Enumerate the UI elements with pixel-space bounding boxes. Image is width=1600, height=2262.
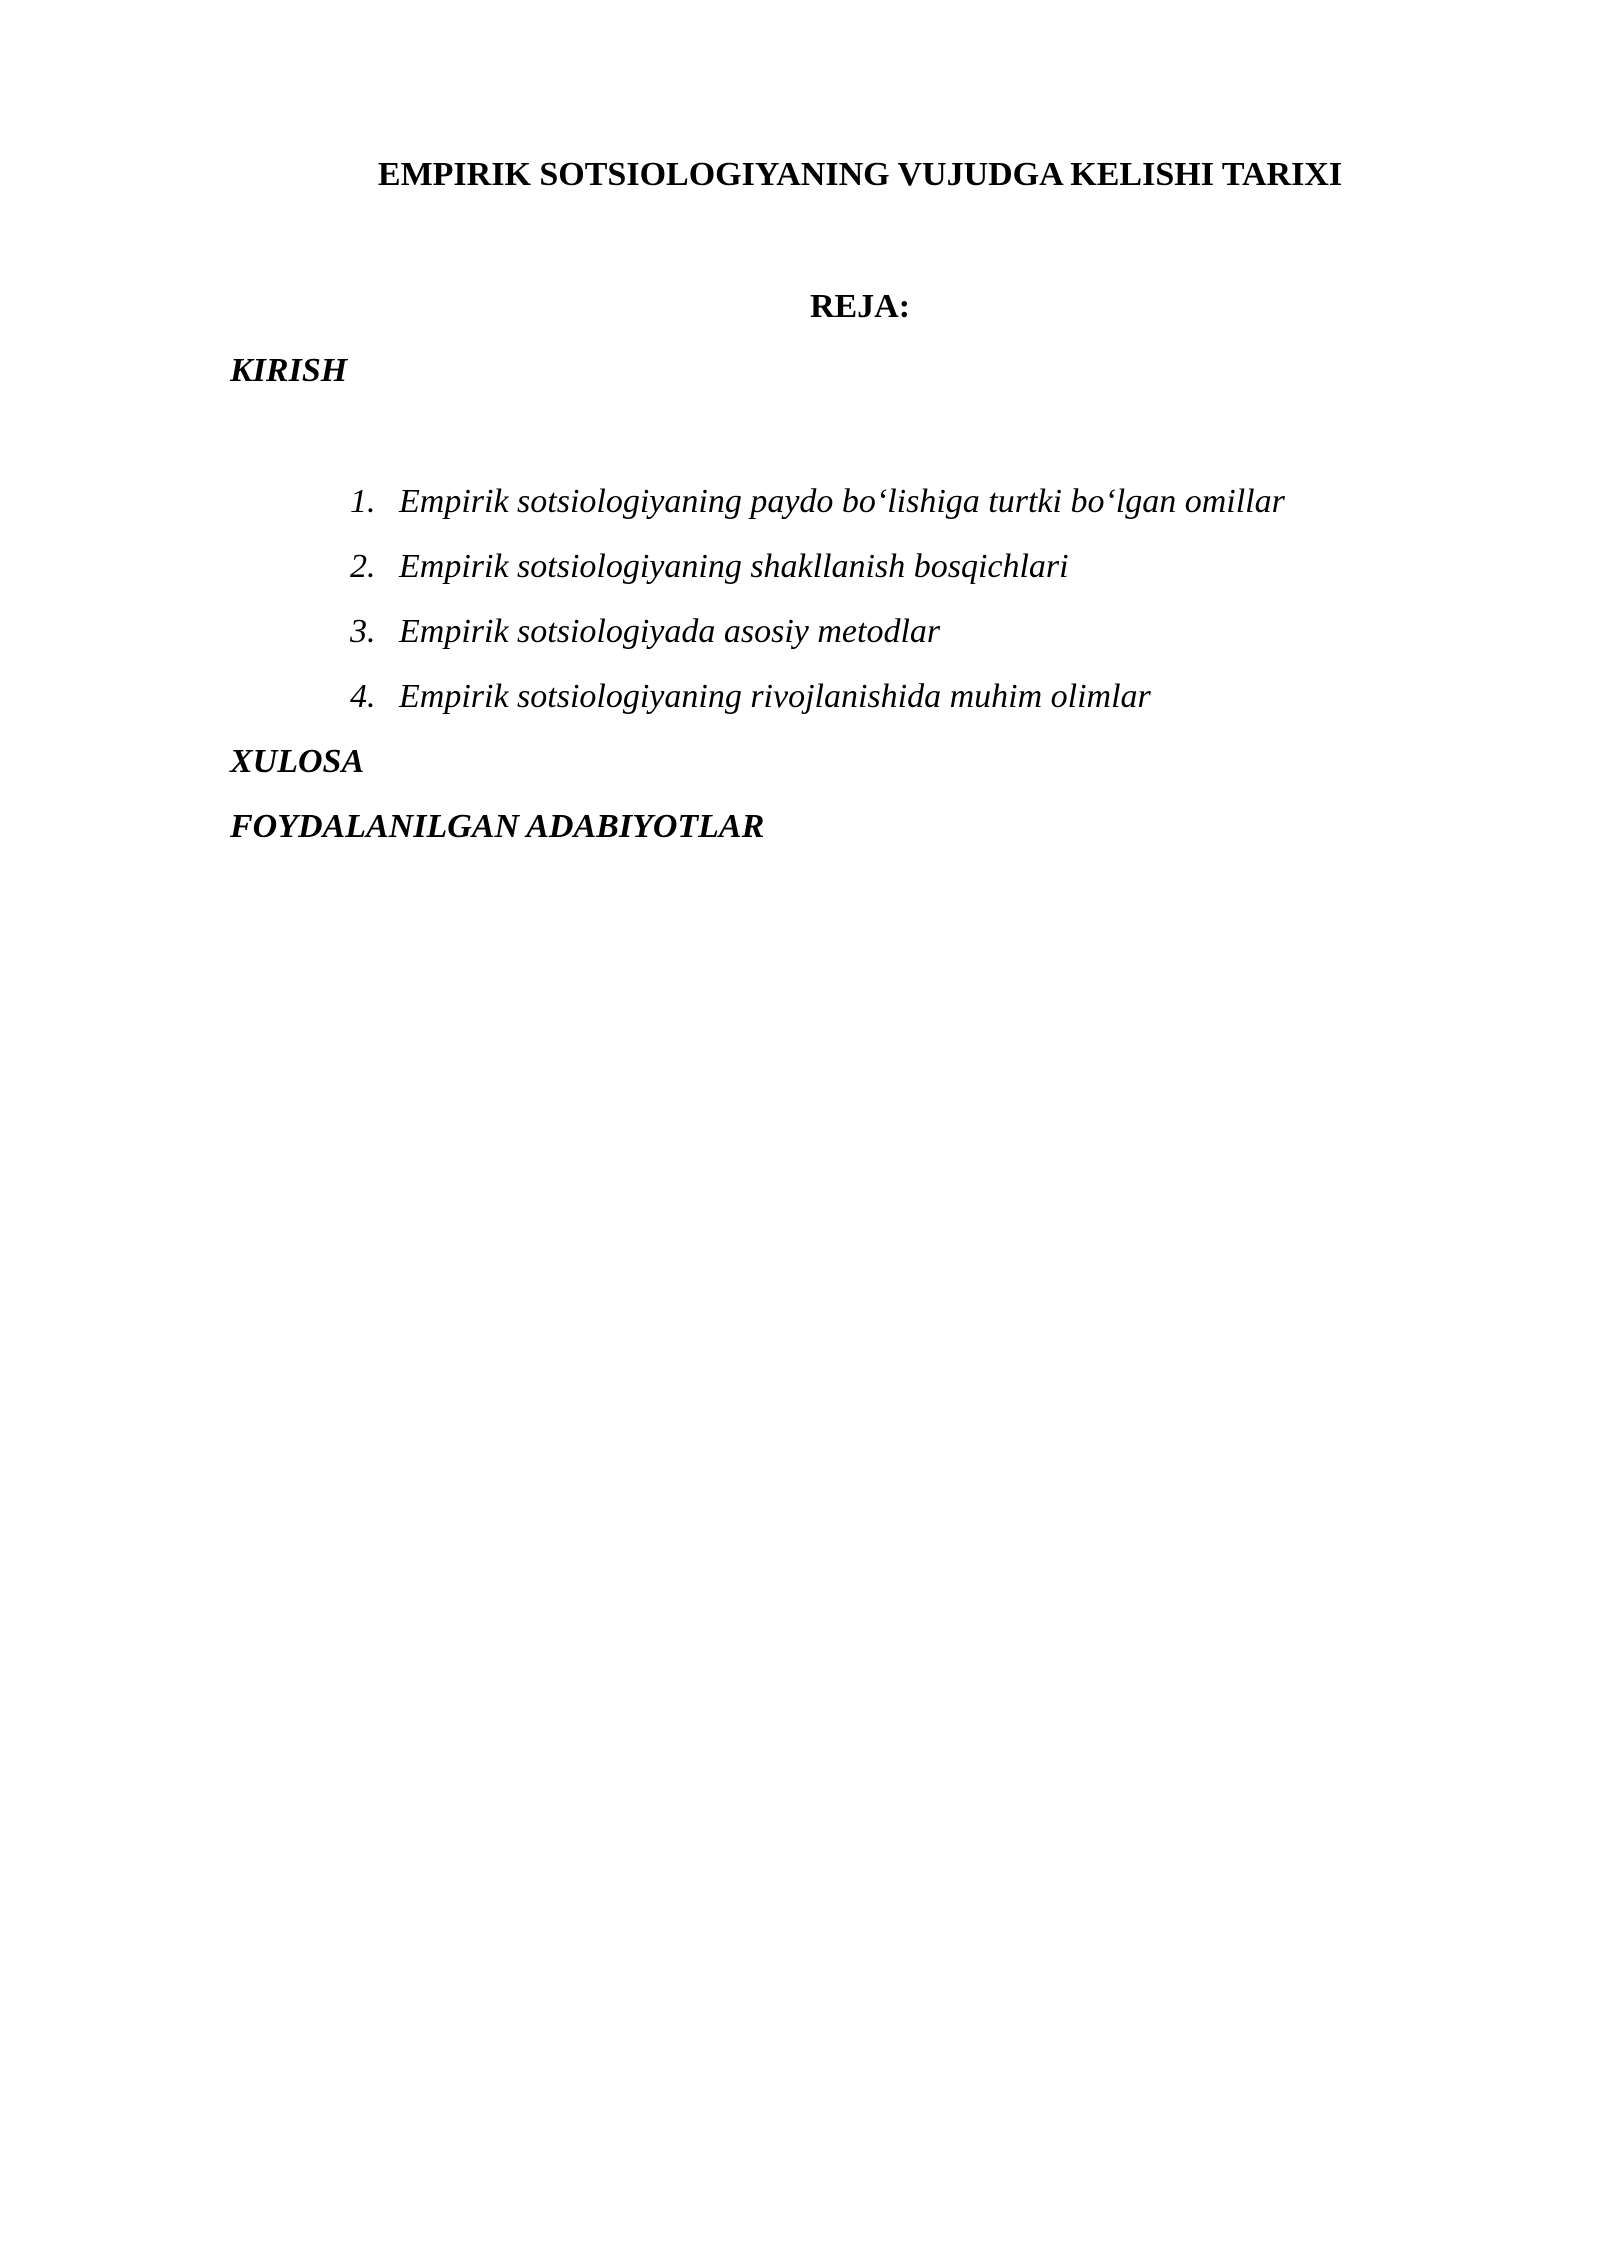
references-label: FOYDALANILGAN ADABIYOTLAR [230, 808, 765, 845]
conclusion-label: XULOSA [230, 743, 365, 780]
plan-list [0, 477, 1600, 737]
plan-heading: REJA: [809, 288, 911, 325]
plan-item [0, 477, 1600, 542]
plan-item-number: 3. [350, 613, 376, 650]
plan-item-text: Empirik sotsiologiyaning shakllanish bosqichlari [399, 548, 1069, 585]
plan-item [0, 672, 1600, 737]
plan-item-text: Empirik sotsiologiyaning paydo bo‘lishiga turtki bo‘lgan omillar [399, 483, 1285, 520]
plan-item-text: Empirik sotsiologiyaning rivojlanishida muhim olimlar [399, 678, 1151, 715]
plan-item-text: Empirik sotsiologiyada asosiy metodlar [399, 613, 941, 650]
document-title: EMPIRIK SOTSIOLOGIYANING VUJUDGA KELISHI TARIXI [377, 156, 1343, 193]
plan-item-number: 4. [350, 678, 376, 715]
plan-item [0, 542, 1600, 607]
plan-item-number: 2. [350, 548, 376, 585]
plan-item [0, 607, 1600, 672]
intro-label: KIRISH [230, 352, 348, 389]
plan-item-number: 1. [350, 483, 376, 520]
